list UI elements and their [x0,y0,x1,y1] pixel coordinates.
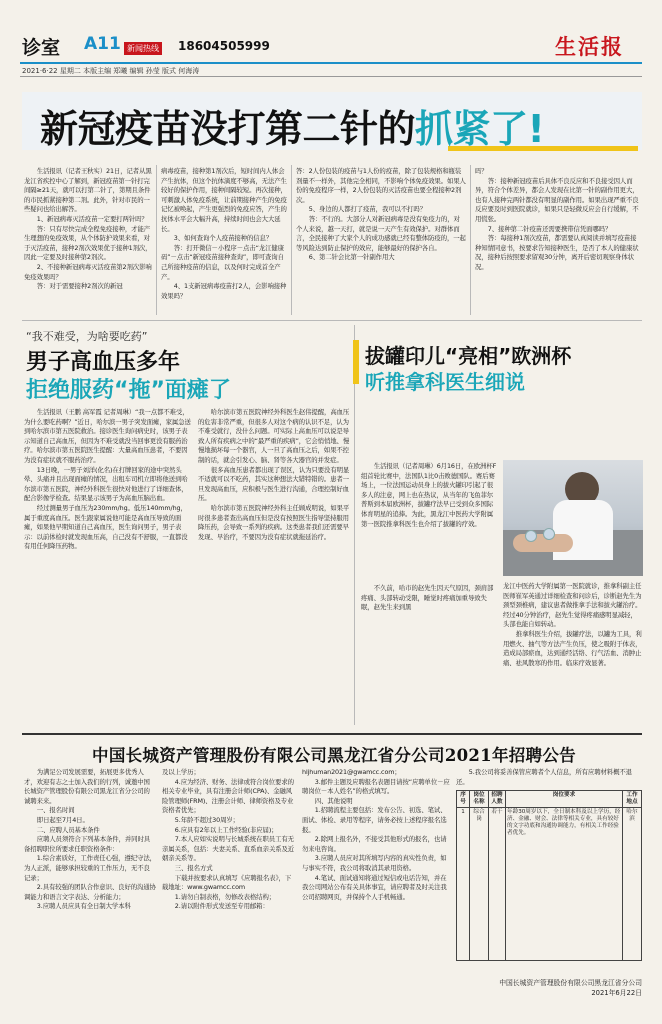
photo-cup [543,528,555,540]
paragraph: 5.我公司将妥善保管应聘者个人信息，所有应聘材料概不退还。 [456,768,632,786]
story3-accent-bar [353,340,359,384]
table-cell: 综合岗 [470,808,489,961]
paragraph: 哈尔滨市第五医院神经外科主任顾成明说，如果平时很多患者查出高血压但是没有按照医生指导坚持服用降压药，会导致一系列的疾病。这类患者我们还需要早发现、早治疗，不要因为没有症状就拖延治疗。 [198,503,350,541]
main-headline [40,98,544,153]
paragraph: 5.年龄不超过30周岁； [174,815,239,824]
email-address[interactable]: hljhuman2021@gwamcc.com； [302,768,401,776]
cupping-treatment-photo [503,460,643,576]
photo-cup [525,530,537,542]
paragraph: 3.应聘人员应对其所填写内容的真实性负责，如与事实不符，我公司将取消其录用资格。 [302,854,447,872]
story3-column-1b [361,584,497,724]
story2-kicker: “我不难受，为啥要吃药” [26,330,148,343]
paragraph: 生活报讯（王鹏 高军霞 记者周琳）“我一点都不难受，为什么要吃药啊？”近日，哈尔滨一男子突发面瘫，家属急送到哈尔滨市第五医院救治。接诊医生询问病史时，该男子表示知道自己高血压，但因为不难受就没当回事更没有服药治疗。哈尔滨市第五医院医生提醒：大量高血压患者，不要因为没有症状就不服药治疗。 [24,408,191,464]
paragraph: 病毒疫苗，接种第1剂次后，短时间内人体会产生抗体，但这个抗体滴度不够高，无法产生较好的保护作用，接种间隔较短。再次接种，可刺激人体免疫系统，让前期接种产生的免疫记忆被唤起，产生更强烈的免疫应答，产生的抗体水平会大幅升高，持续时间也会大大延长。 [161,167,287,233]
column-rule [354,325,355,725]
table-header: 招聘人数 [489,791,506,808]
paragraph: 哈尔滨市第五医院神经外科医生赵伟提醒，高血压的危害非常严重，但很多人对这个病的认识不足，认为不难受就行，没什么问题。可实际上高血压可以说是导致人所有疾病之中的“最严重的疾病”，它会悄悄地、慢慢地损坏每一个器官，人一旦了高血压之后，如果不控制的话，就会引发心、脑、肾等各大器官的并发症。 [198,408,350,464]
paragraph: 即日起至7月4日。 [36,815,89,824]
story1-column-1 [24,167,152,292]
question: 4、1支新冠病毒疫苗打2人，会影响接种效果吗？ [161,282,287,300]
paragraph: 为满足公司发展需要，拓展更多优秀人才，欢迎有志之士加入我们的行列，诚邀中国长城资产管理股份有限公司黑龙江省分公司的诚聘来来。 [24,768,150,805]
table-header: 岗位名称 [470,791,489,808]
question: 3、如何查询个人疫苗接种的信息？ [173,234,273,243]
paragraph: 应聘人员须符合下列基本条件，并同时具备招聘职位所要求任职资格条件： [24,835,151,853]
story2-subtitle: 拒绝服药“拖”面瘫了 [26,378,231,403]
story3-subtitle: 听推拿科医生细说 [365,370,525,394]
column-rule [291,165,292,315]
paragraph: 3.邮件主题及应聘报名表题目请按“应聘单位－应聘岗位－本人姓名”的格式填写。 [302,777,450,796]
paragraph: 及以上学历； [162,768,200,776]
table-header: 工作地点 [623,791,642,808]
story3-column-2 [503,582,643,724]
masthead [0,0,662,82]
paragraph: 7.本人应如实说明与长城系统在职员工有无亲属关系，包括：夫妻关系、直系血亲关系及近姻亲关系等。 [162,835,295,863]
paragraph: 生活报讯（记者王秋实）21日，记者从黑龙江省疾控中心了解到，新冠疫苗第一针打完间隔≥21天，就可以打第二针了，第期且条件的市民抓紧接种第二剂。此外，针对市民的一些疑问也给出解答。 [24,167,152,214]
table-header: 岗位要求 [506,791,623,808]
ad-column-2 [162,768,296,1018]
table-cell: 年龄30周岁以下，全日制本科及以上学历，经济、金融、财会、法律等相关专业，具有较好的文字功底和沟通协调能力，有相关工作经验者优先。 [506,808,623,961]
paragraph: 答：每接种1剂次疫苗，都需要认真阅读并填写疫苗接种知情同意书，按要求告知接种医生，是否了本人的健康状况，接种后按照要求留观30分钟，离开后密切观察身体状况。 [475,234,639,271]
story1-column-2 [161,167,287,301]
masthead-thin-rule [20,76,642,77]
column-rule [156,165,157,315]
hotline-label: 新闻热线 [124,42,162,55]
table-cell: 若干 [489,808,506,961]
paragraph: 1.综合素质好，工作责任心强，遵纪守法，为人正派，能够承担较重的工作压力，无不良记录； [24,854,156,882]
paragraph: 生活报讯（记者周琳）6月16日，在欧洲杯F组首轮比赛中，法国队1比0击败德国队。赛后赛场上，一位法国运动员身上的拔火罐印引起了很多人的注意，网上也在热议，从当年的飞鱼菲尔普斯到本届欧洲杯，拔罐疗法早已受到众多国际体育明星的追捧。为此，黑龙江中医药大学附属第一医院推拿科医生也介绍了拔罐的疗效。 [361,462,497,528]
paragraph: 推拿科医生介绍，拔罐疗法，以罐为工具，利用燃火、抽气等方法产生负压，使之吸附于体表，造成局部瘀血，达到通经活络、行气活血、消肿止痛、祛风散寒的作用。临床疗效显著。 [503,629,642,667]
question: 5、身边的人都打了疫苗，我可以不打吗？ [308,205,426,214]
dateline: 2021·6·22 星期二 本版主编 郑曦 编辑 孙莹 版式 何海涛 [22,67,200,75]
masthead-rule [20,62,642,64]
ad-column-4-intro [456,768,642,787]
section-name: 诊室 [22,37,61,59]
paragraph: 6.应具有2年以上工作经验(非应届)； [174,825,278,834]
question: 6、第二针会比第一针副作用大 [308,253,395,262]
recruitment-ad-title: 中国长城资产管理股份有限公司黑龙江省分公司2021年招聘公告 [92,746,576,765]
question: 7、接种第二针疫苗还需要携带信凭面哪吗？ [487,224,612,233]
story1-column-3 [296,167,466,263]
section-divider [22,320,642,321]
ad-column-3 [302,768,450,1018]
story2-title: 男子高血压多年 [26,350,181,375]
paragraph: 4.应为经济、财务、法律或符合岗位要求的相关专业毕业，具有注册会计师(CPA)、金融风险管理师(FRM)、注册会计师、律师资格及专业资格者优先； [162,777,294,815]
table-header: 序号 [457,791,470,808]
question: 1、新冠病毒灭活疫苗一定要打两针吗？ [36,214,148,223]
paragraph: 吗？ [475,167,488,175]
ad-heading: 二、应聘人员基本条件 [36,825,100,834]
table-cell: 1 [457,808,470,961]
ad-heading: 三、报名方式 [174,863,213,872]
ad-signature [456,978,642,998]
paragraph: 答：不行的。大部分人对新冠病毒是没有免疫力的，对个人来说，越一天打，就是说一天产生有效保护。对群体而言，全民接种了大家个人的成功感就已经有整体防疫的，一起等风险达到防止保护的效应，能够最好的保护各自。 [296,214,466,252]
story2-column-1 [24,408,192,726]
paragraph: 3.应聘人员应具有全日制大学本科 [36,902,131,911]
story2-column-2 [198,408,350,726]
job-positions-table [456,790,642,961]
paragraph: 龙江中医药大学附属第一医院就诊，推拿科副主任医师崔军英通过详细检查和问诊后，诊断赵先生为颈型颈椎病，建议患者做推拿手法和拔火罐治疗。经过40分钟治疗，赵先生觉得疼痛感明显减轻，头部也能自如转动。 [503,582,642,629]
paragraph: 1.请勿自制表格，勿修改表格结构； [174,892,276,901]
headline-text: 新冠疫苗没打第二针的 [40,107,416,151]
paragraph: 不久前，哈市的赵先生因天气原因，颈肩部疼痛、头部转动受限，睡觉时疼痛加重导致失眠，赵先生来到黑 [361,584,494,612]
column-rule [470,165,471,315]
newspaper-logo: 生活报 [555,34,624,59]
ad-heading: 一、报名时间 [36,806,75,815]
table-cell: 哈尔滨 [623,808,642,961]
paragraph: 答：对于需要接种2剂次的新冠 [36,282,123,291]
ad-column-1 [24,768,156,1018]
headline-accent-text: 抓紧了! [415,107,545,151]
ad-top-rule [22,733,642,735]
table-row [457,808,642,961]
paragraph: 下载并按要求认真填写《应聘报名表》，下载地址：www.gwamcc.com [162,873,292,892]
ad-date: 2021年6月22日 [591,989,642,997]
paragraph: 1.招聘流程主要包括：发布公告、初选、笔试、面试、体检、录用等程序，请务必按上述程序报名选报。 [302,806,447,834]
paragraph: 经过测量男子血压为230mm/hg。低压140mm/hg，属于重度高血压。医生跟家属说他可能是高血压导致的面瘫，如果他早期知道自己高血压，医生询问男子，男子表示：以前体检时就发现血压高，自己没有不舒服，一直都没有用任何降压药物。 [24,503,188,551]
paragraph: 13日晚，一男子刘洋(化名)在打牌回家的途中突然头晕、头痛并且出现面瘫的情况，出租车司机立即将他送到哈尔滨市第五医院，神经外科医生很快对他进行了详细查体，配合影像学检查。结果显示该男子为高血压脑出血。 [24,465,188,503]
paragraph: 2.请以附件形式发送至专用邮箱： [174,902,269,911]
paragraph: 2.除网上报名外，不接受其他形式的报名，也请勿来电咨询。 [302,835,447,853]
hotline-number: 18604505999 [178,39,270,53]
story3-title: 拔罐印儿“亮相”欧洲杯 [365,344,572,368]
paragraph: 答：只有尽快完成全程免疫接种，才能产生理想的免疫效果，从个体防护效果来看，对于灭活疫苗，接种2剂次效果优于接种1剂次，因此一定要及时接种第2剂次。 [24,224,152,262]
ad-heading: 四、其他说明 [314,796,353,805]
paragraph: 4.笔试、面试通知将通过短信或电话告知，并在我公司网站公布有关具体事宜，请应聘者及时关注我公司招聘网页，并保持个人手机畅通。 [302,873,447,901]
paragraph: 答：打开微信－小程序－点击“龙江健康码”－点击“新冠疫苗接种查询”，即可查询自己所接种疫苗的信息，以及何时完成首全产产。 [161,243,284,281]
question: 2、不接种新冠病毒灭活疫苗第2剂次影响免疫效果吗？ [24,262,152,281]
table-header-row [457,791,642,808]
paragraph: 答：接种新冠疫苗后具体不良反应和不良接受因人而异，符合个体差异，都会人发现在比第一针的副作用更大，也有人接种完两针都没有明显的副作用。如果出现严重不良反应要及时到医院就诊，如果只是轻微反应会自行缓解，不用慌张。 [475,176,639,223]
page-number: A11 [84,34,121,54]
paragraph: 很多高血压患者都出现了误区，认为只要没有明显不适就可以不吃药，其实这种想法大错特错的。患者一旦发现高血压，应积极与医生进行沟通，合理控制好血压。 [198,465,350,503]
paragraph: 答：2人份包装的疫苗与1人份的疫苗，除了包装规格和瓶装剂量不一样外，其他完全相同，不影响个体免疫效果。如果人份的免疫程序一样，2人份包装的灭活疫苗也要全程接种2剂次。 [296,167,466,204]
story3-column-1a [361,462,497,584]
company-name: 中国长城资产管理股份有限公司黑龙江省分公司 [499,979,642,987]
story1-column-4 [475,167,641,273]
paragraph: 2.具有较强的团队合作意识、良好的沟通协调能力和语言文字表达、分析能力； [24,883,156,901]
